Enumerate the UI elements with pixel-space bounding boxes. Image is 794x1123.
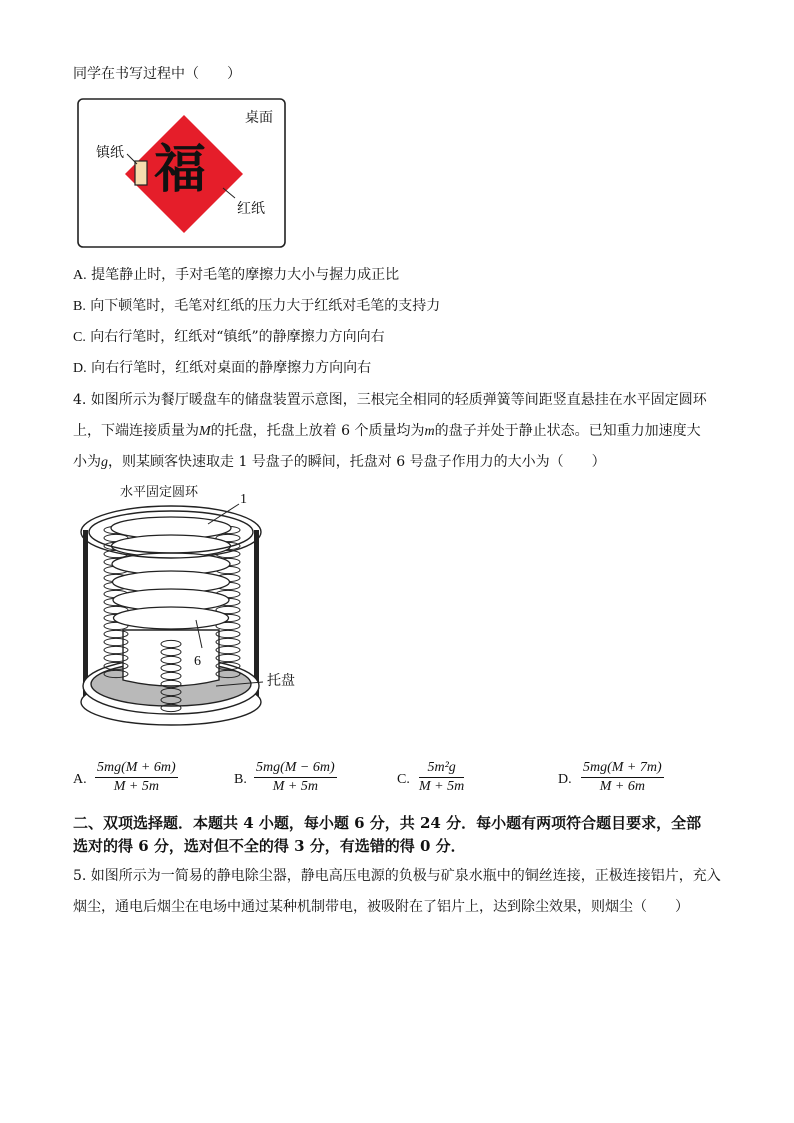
label-fixed-ring: 水平固定圆环 [120, 485, 199, 500]
option-text: 向右行笔时，红纸对“镇纸”的静摩擦力方向向右 [90, 329, 385, 345]
denominator: M + 5m [272, 779, 318, 794]
q4-option-b-letter [234, 769, 247, 790]
text-segment: 上，下端连接质量为 [73, 423, 199, 439]
denominator: M + 5m [419, 779, 465, 794]
option-letter: C. [397, 772, 410, 787]
q3-option-d [73, 358, 371, 379]
plate-stack-body [123, 630, 219, 686]
q4-figure [76, 480, 306, 740]
q3-figure [77, 98, 287, 250]
q3-option-b [73, 296, 440, 317]
text-segment: 的托盘，托盘上放着 6 个质量均为 [210, 423, 425, 439]
label-plate-6: 6 [194, 654, 201, 669]
q3-option-c [73, 327, 385, 348]
denominator: M + 6m [599, 779, 645, 794]
var-g: g [101, 455, 108, 470]
q4-option-c-letter [397, 769, 410, 790]
text-segment: 小为 [73, 454, 101, 470]
denominator: M + 5m [113, 779, 159, 794]
q4-stem-line-1: 4. 如图所示为餐厅暖盘车的储盘装置示意图，三根完全相同的轻质弹簧等间距竖直悬挂在水平固定圆环 [73, 392, 707, 408]
paper-weight [135, 161, 147, 185]
fu-character: 福 [154, 139, 207, 200]
option-text: 提笔静止时，手对毛笔的摩擦力大小与握力成正比 [91, 267, 400, 283]
q4-option-c-fraction [419, 760, 464, 795]
q5-stem-line-1: 5. 如图所示为一简易的静电除尘器，静电高压电源的负极与矿泉水瓶中的铜丝连接，正极连接铝片，充入 [73, 868, 721, 884]
var-M: M [199, 424, 211, 439]
q4-option-b-fraction [254, 760, 337, 795]
q5-stem-line-2: 烟尘，通电后烟尘在电场中通过某种机制带电，被吸附在了铝片上，达到除尘效果，则烟尘（ ） [73, 899, 689, 915]
left-post [83, 530, 88, 698]
q4-option-d-letter [558, 769, 572, 790]
option-letter: D. [558, 772, 572, 787]
var-m: m [424, 424, 435, 439]
option-letter: A. [73, 268, 87, 283]
q4-option-a-letter [73, 769, 87, 790]
label-red-paper: 红纸 [237, 201, 265, 217]
section-2-heading-line-1: 二、双项选择题．本题共 4 小题，每小题 6 分，共 24 分．每小题有两项符合题目要求，全部 [73, 814, 702, 832]
numerator: 5mg(M + 7m) [581, 760, 664, 778]
label-desk: 桌面 [245, 110, 273, 126]
label-paper-weight: 镇纸 [96, 145, 124, 161]
right-post [254, 530, 259, 698]
option-text: 向下顿笔时，毛笔对红纸的压力大于红纸对毛笔的支持力 [90, 298, 441, 314]
numerator: 5m²g [419, 760, 464, 778]
option-letter: D. [73, 361, 87, 376]
numerator: 5mg(M + 6m) [95, 760, 178, 778]
q4-option-d-fraction [581, 760, 664, 795]
option-letter: B. [234, 772, 247, 787]
q4-stem-line-3 [73, 452, 606, 473]
plate [114, 607, 229, 629]
q4-stem-line-2 [73, 421, 701, 442]
section-2-heading-line-2: 选对的得 6 分，选对但不全的得 3 分，有选错的得 0 分． [73, 837, 466, 855]
text-segment: 的盘子并处于静止状态。已知重力加速度大 [434, 423, 701, 439]
label-plate-1: 1 [240, 492, 247, 507]
text-segment: ，则某顾客快速取走 1 号盘子的瞬间，托盘对 6 号盘子作用力的大小为（ ） [108, 454, 606, 470]
option-text: 向右行笔时，红纸对桌面的静摩擦力方向向右 [91, 360, 372, 376]
q3-stem: 同学在书写过程中（ ） [73, 66, 241, 82]
plate-warmer-diagram [76, 480, 306, 740]
option-letter: C. [73, 330, 86, 345]
numerator: 5mg(M − 6m) [254, 760, 337, 778]
option-letter: B. [73, 299, 86, 314]
q3-option-a [73, 265, 399, 286]
label-tray: 托盘 [267, 673, 295, 689]
q4-option-a-fraction [95, 760, 178, 795]
option-letter: A. [73, 772, 87, 787]
